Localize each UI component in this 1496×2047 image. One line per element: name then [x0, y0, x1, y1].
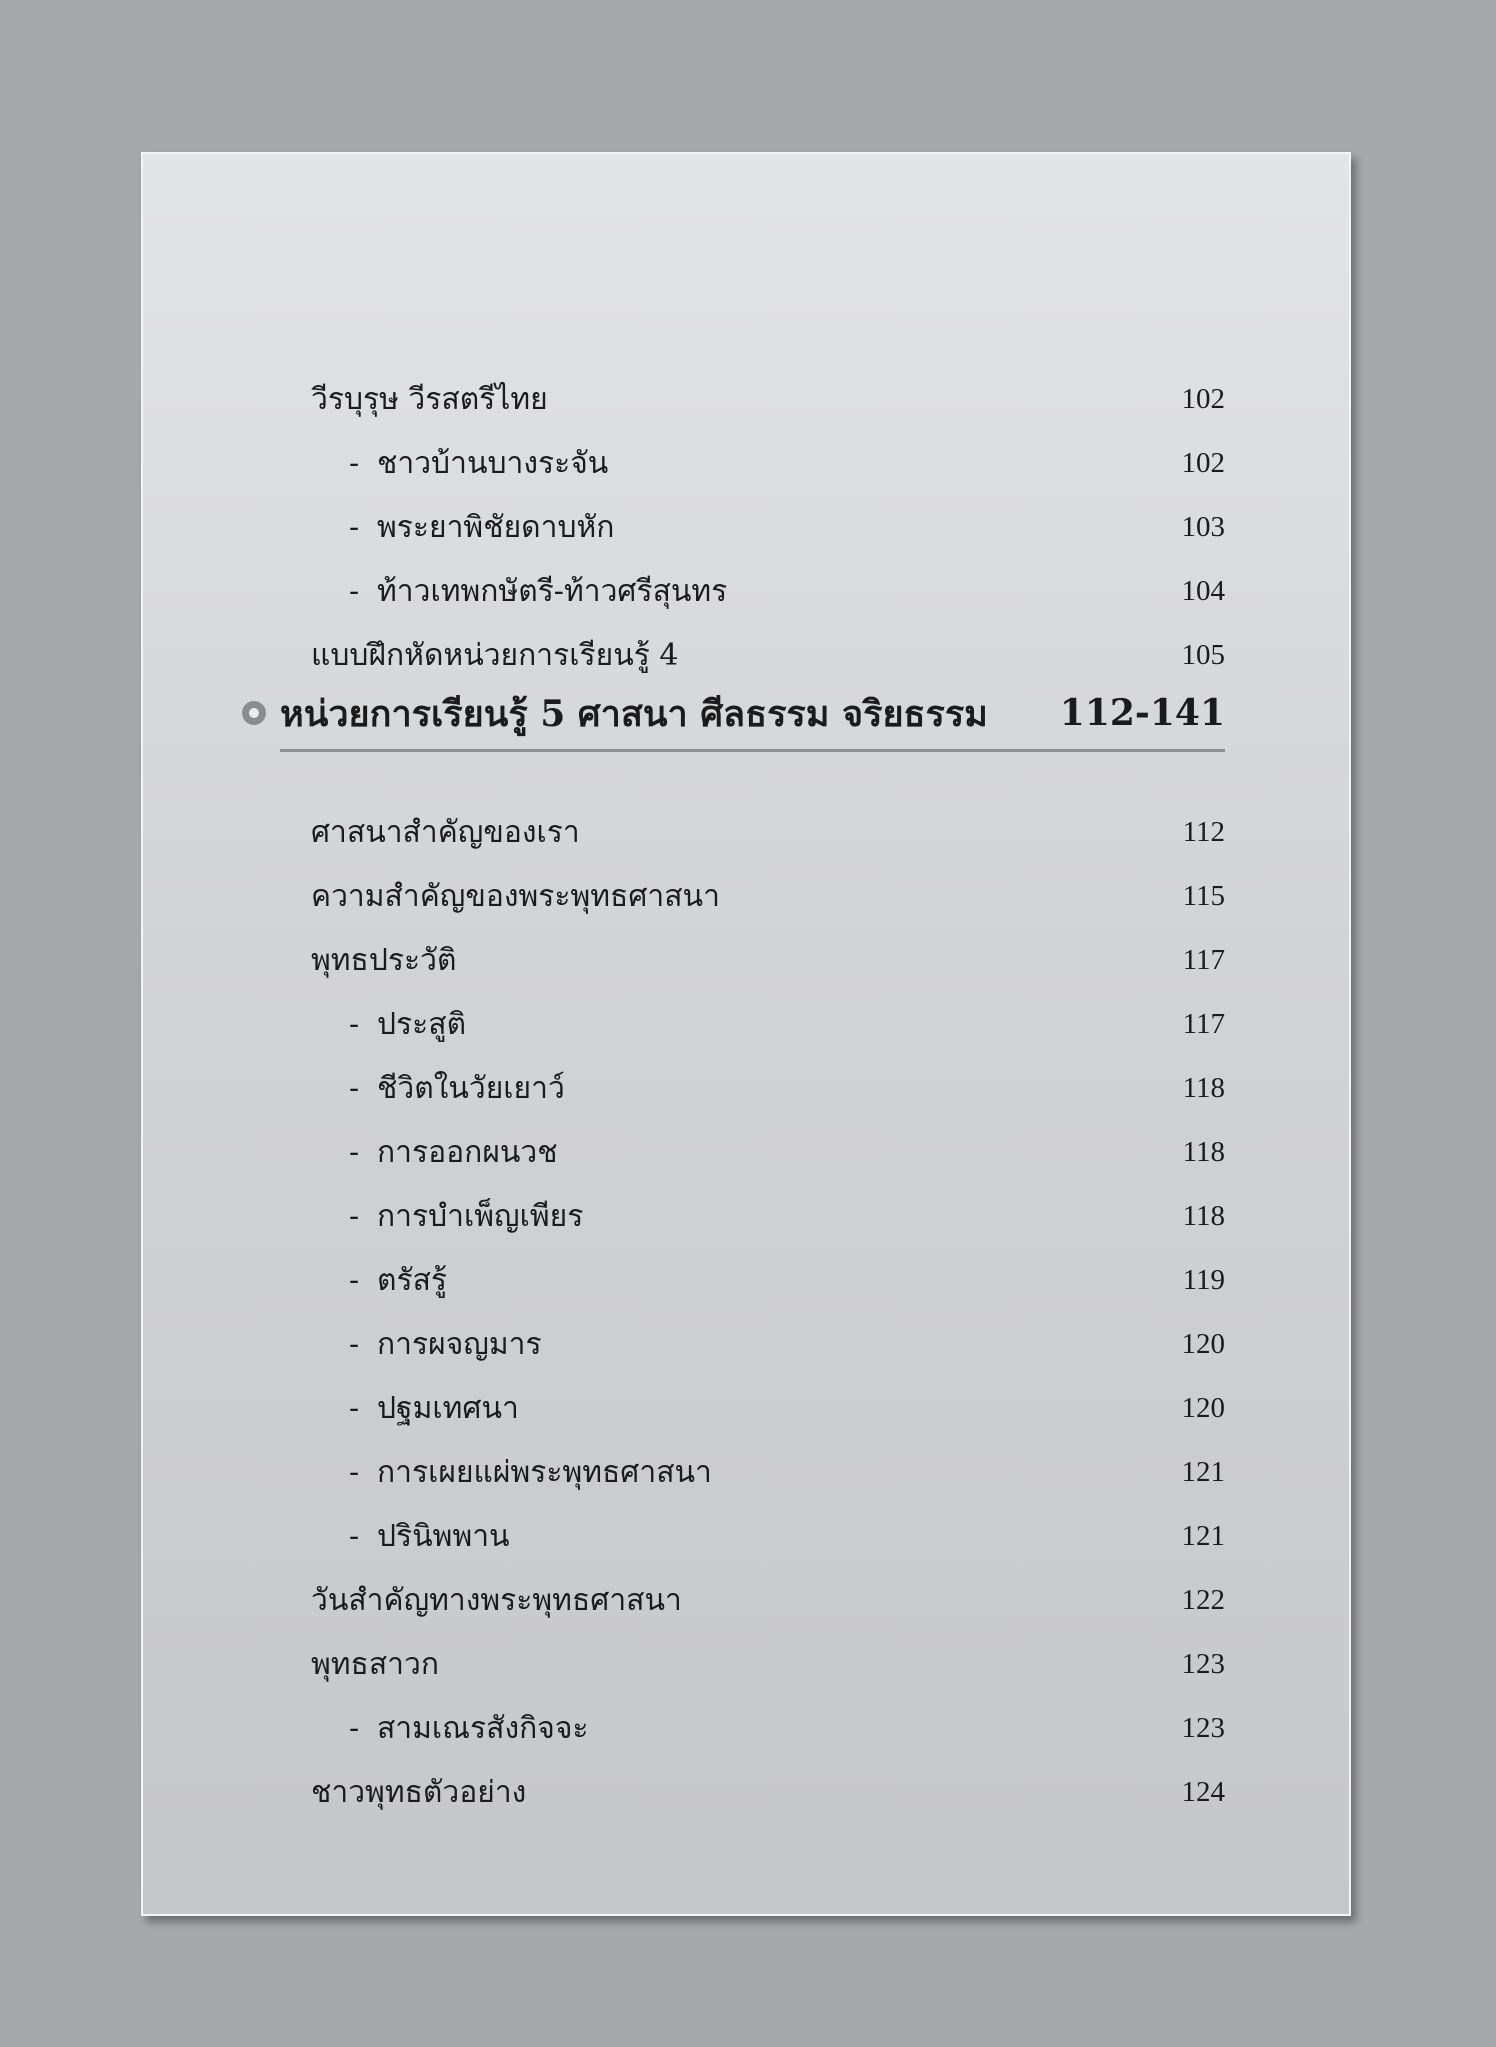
- toc-entry-text: วันสำคัญทางพระพุทธศาสนา: [311, 1582, 682, 1618]
- toc-entry-text: วีรบุรุษ วีรสตรีไทย: [311, 381, 548, 417]
- toc-entry-page: 112: [1182, 815, 1225, 848]
- toc-entry-text: ชีวิตในวัยเยาว์: [377, 1070, 565, 1106]
- toc-entry: [311, 1253, 1225, 1307]
- toc-entry-title: [311, 1001, 1183, 1048]
- toc-entry-text: การบำเพ็ญเพียร: [377, 1198, 584, 1234]
- toc-entry: [311, 1765, 1225, 1819]
- toc-entry-page: 102: [1181, 382, 1225, 415]
- toc-entry-page: 118: [1182, 1071, 1225, 1104]
- toc-entry-title: [311, 1129, 1183, 1176]
- toc-entry-text: พุทธประวัติ: [311, 942, 457, 978]
- toc-entry: [311, 869, 1225, 923]
- toc-entry-title: [311, 1577, 1182, 1624]
- toc-entry-title: [311, 1449, 1182, 1496]
- toc-entry-text: ความสำคัญของพระพุทธศาสนา: [311, 878, 720, 914]
- toc-entry-title: [311, 1321, 1182, 1368]
- toc-entry-text: การออกผนวช: [377, 1134, 558, 1170]
- toc-entry-title: [311, 568, 1182, 615]
- toc-entry-text: พุทธสาวก: [311, 1646, 440, 1682]
- toc-entry-page: 120: [1181, 1391, 1225, 1424]
- toc-entry-page: 118: [1182, 1135, 1225, 1168]
- sub-entry-dash: -: [349, 1070, 360, 1106]
- toc-entry: [311, 933, 1225, 987]
- toc-entry: [311, 564, 1225, 618]
- sub-entry-dash: -: [349, 1262, 360, 1298]
- toc-entry-title: [311, 873, 1183, 920]
- toc-entry-text: แบบฝึกหัดหน่วยการเรียนรู้ 4: [311, 637, 679, 673]
- sub-entry-dash: -: [349, 1454, 360, 1490]
- sub-entry-dash: -: [349, 1326, 360, 1362]
- toc-entry-text: ประสูติ: [377, 1006, 467, 1042]
- unit-heading-label: หน่วยการเรียนรู้ 5 ศาสนา ศีลธรรม จริยธรรม: [280, 692, 988, 735]
- toc-entry-title: [311, 937, 1183, 984]
- toc-entry-title: [311, 1705, 1182, 1752]
- toc-entry-text: ปรินิพพาน: [377, 1518, 510, 1554]
- sub-entry-dash: -: [349, 509, 360, 545]
- toc-entry: [311, 1445, 1225, 1499]
- toc-entry-title: [311, 1513, 1182, 1560]
- unit-heading-pages: 112-141: [1059, 692, 1225, 734]
- toc-entry-text: ชาวบ้านบางระจัน: [377, 445, 609, 481]
- toc-entry: [311, 1317, 1225, 1371]
- toc-entry-page: 103: [1181, 510, 1225, 543]
- sub-entry-dash: -: [349, 1134, 360, 1170]
- toc-entry-page: 104: [1181, 574, 1225, 607]
- document-page: [141, 152, 1351, 1916]
- toc-entry-title: [311, 1193, 1183, 1240]
- toc-entry-text: ปฐมเทศนา: [377, 1390, 519, 1426]
- sub-entry-dash: -: [349, 445, 360, 481]
- toc-entry-page: 121: [1181, 1455, 1225, 1488]
- toc-entry-page: 105: [1181, 638, 1225, 671]
- toc-entry-text: ท้าวเทพกษัตรี-ท้าวศรีสุนทร: [377, 573, 728, 609]
- toc-entry-title: [311, 440, 1182, 487]
- sub-entry-dash: -: [349, 1198, 360, 1234]
- toc-entry-text: สามเณรสังกิจจะ: [377, 1710, 589, 1746]
- toc-entry-page: 123: [1181, 1647, 1225, 1680]
- toc-entry-title: [311, 1641, 1182, 1688]
- toc-entry-text: พระยาพิชัยดาบหัก: [377, 509, 615, 545]
- toc-entry: [311, 1637, 1225, 1691]
- sub-entry-dash: -: [349, 1518, 360, 1554]
- toc-entry: [311, 1573, 1225, 1627]
- toc-entry-text: การผจญมาร: [377, 1326, 542, 1362]
- toc-entry: [311, 436, 1225, 490]
- toc-entry-page: 120: [1181, 1327, 1225, 1360]
- toc-entry: [311, 372, 1225, 426]
- toc-entry-title: [311, 1065, 1183, 1112]
- toc-entry-title: [311, 1257, 1183, 1304]
- toc-entry-page: 117: [1182, 1007, 1225, 1040]
- toc-entry-text: ศาสนาสำคัญของเรา: [311, 814, 580, 850]
- toc-entry-page: 121: [1181, 1519, 1225, 1552]
- toc-entry-title: [311, 1385, 1182, 1432]
- toc-entry: [311, 1381, 1225, 1435]
- toc-entry-page: 118: [1182, 1199, 1225, 1232]
- toc-entry-title: [311, 809, 1183, 856]
- toc-entry-page: 115: [1182, 879, 1225, 912]
- sub-entry-dash: -: [349, 1006, 360, 1042]
- unit-heading: [280, 680, 1225, 746]
- toc-entry-title: [311, 504, 1182, 551]
- toc-entry-page: 123: [1181, 1711, 1225, 1744]
- toc-entry-title: [311, 632, 1182, 679]
- sub-entry-dash: -: [349, 573, 360, 609]
- toc-entry: [311, 628, 1225, 682]
- toc-entry: [311, 1061, 1225, 1115]
- toc-entry: [311, 805, 1225, 859]
- toc-entry-text: ตรัสรู้: [377, 1262, 448, 1298]
- sub-entry-dash: -: [349, 1390, 360, 1426]
- toc-entry-page: 124: [1181, 1775, 1225, 1808]
- toc-entry-title: [311, 1769, 1182, 1816]
- toc-entry-page: 122: [1181, 1583, 1225, 1616]
- toc-entry-text: ชาวพุทธตัวอย่าง: [311, 1774, 527, 1810]
- toc-entry: [311, 997, 1225, 1051]
- toc-entry-page: 102: [1181, 446, 1225, 479]
- toc-entry: [311, 1189, 1225, 1243]
- toc-entry-title: [311, 376, 1182, 423]
- sub-entry-dash: -: [349, 1710, 360, 1746]
- unit-divider: [280, 749, 1225, 752]
- toc-entry-page: 119: [1182, 1263, 1225, 1296]
- toc-entry-page: 117: [1182, 943, 1225, 976]
- toc-entry: [311, 1509, 1225, 1563]
- toc-entry: [311, 1125, 1225, 1179]
- toc-entry: [311, 1701, 1225, 1755]
- unit-bullet-icon: [242, 701, 266, 725]
- toc-entry: [311, 500, 1225, 554]
- toc-entry-text: การเผยแผ่พระพุทธศาสนา: [377, 1454, 712, 1490]
